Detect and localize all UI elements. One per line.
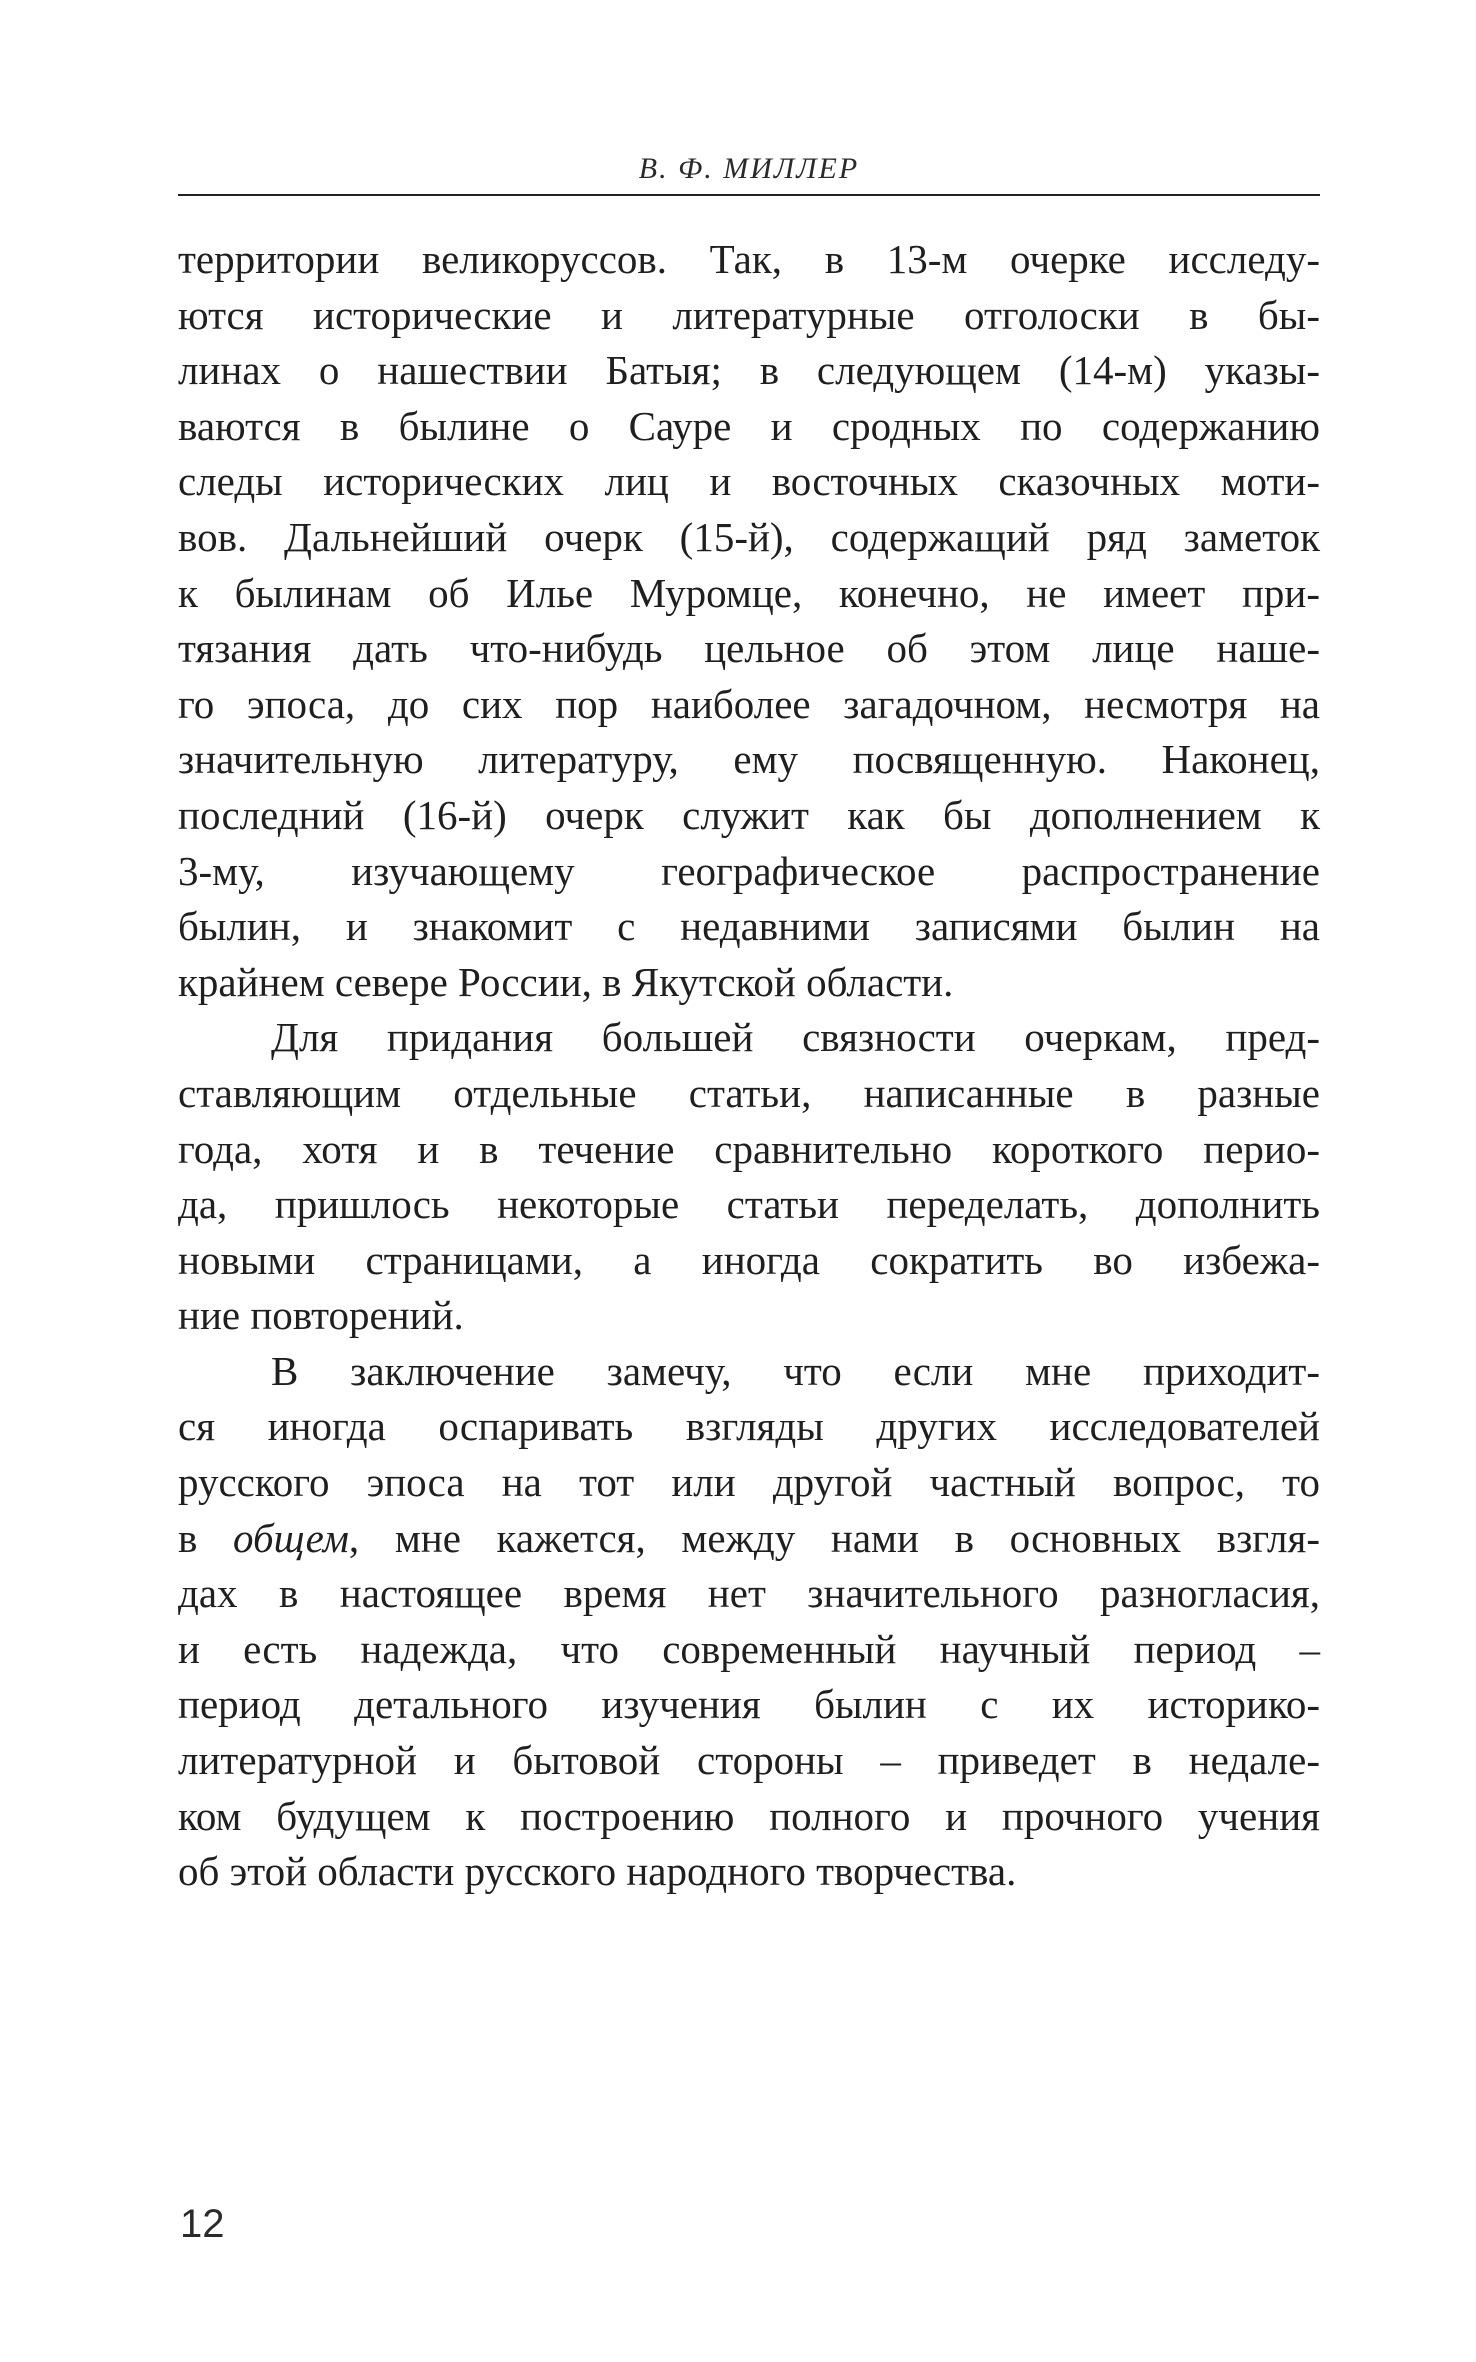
text-line: 3-му, изучающему географическое распространение [178,847,1320,894]
text-fragment: , мне кажется, между нами в основных взгля- [348,1514,1320,1561]
text-line: го эпоса, до сих пор наиболее загадочном, несмотря на [178,680,1320,727]
text-line: ся иногда оспаривать взгляды других исследователей [178,1403,1320,1450]
text-line: вов. Дальнейший очерк (15-й), содержащий ряд заметок [178,513,1320,560]
text-line: значительную литературу, ему посвященную. Наконец, [178,736,1320,783]
text-line: последний (16-й) очерк служит как бы дополнением к [178,791,1320,838]
text-line: ние повторений. [178,1292,464,1339]
text-line: В заключение замечу, что если мне приходит- [271,1347,1320,1394]
page-number: 12 [180,2202,225,2246]
text-line: Для придания большей связности очеркам, пред- [271,1014,1320,1061]
text-line: ваются в былине о Сауре и сродных по содержанию [178,402,1320,449]
text-line: крайнем севере России, в Якутской области. [178,958,954,1005]
text-line: тязания дать что-нибудь цельное об этом лице наше- [178,625,1320,672]
text-line: период детального изучения былин с их историко- [178,1681,1320,1728]
text-line: следы исторических лиц и восточных сказочных моти- [178,458,1320,505]
running-head-author: В. Ф. МИЛЛЕР [638,152,860,185]
text-line: ком будущем к построению полного и прочного учения [178,1792,1320,1839]
body-text [178,232,1320,1900]
text-line: русского эпоса на тот или другой частный вопрос, то [178,1459,1320,1506]
text-fragment: в [178,1514,234,1561]
text-line: новыми страницами, а иногда сократить во избежа- [178,1236,1320,1283]
text-line: к былинам об Илье Муромце, конечно, не имеет при- [178,569,1320,616]
text-line: и есть надежда, что современный научный период – [178,1625,1320,1672]
text-line: да, пришлось некоторые статьи переделать, дополнить [178,1181,1320,1228]
text-line: об этой области русского народного творчества. [178,1848,1017,1895]
header-rule [178,194,1320,196]
emphasized-word: общем [233,1514,349,1561]
text-line: былин, и знакомит с недавними записями былин на [178,903,1320,950]
text-line: года, хотя и в течение сравнительно короткого перио- [178,1125,1320,1172]
text-line: ются исторические и литературные отголоски в бы- [178,291,1320,338]
text-line-with-emphasis [178,1511,1320,1567]
text-line: линах о нашествии Батыя; в следующем (14-м) указы- [178,347,1320,394]
text-line: литературной и бытовой стороны – приведет в недале- [178,1737,1320,1784]
text-line: территории великоруссов. Так, в 13-м очерке исследу- [178,236,1320,282]
text-line: дах в настоящее время нет значительного разногласия, [178,1570,1320,1617]
text-line: ставляющим отдельные статьи, написанные в разные [178,1069,1320,1116]
